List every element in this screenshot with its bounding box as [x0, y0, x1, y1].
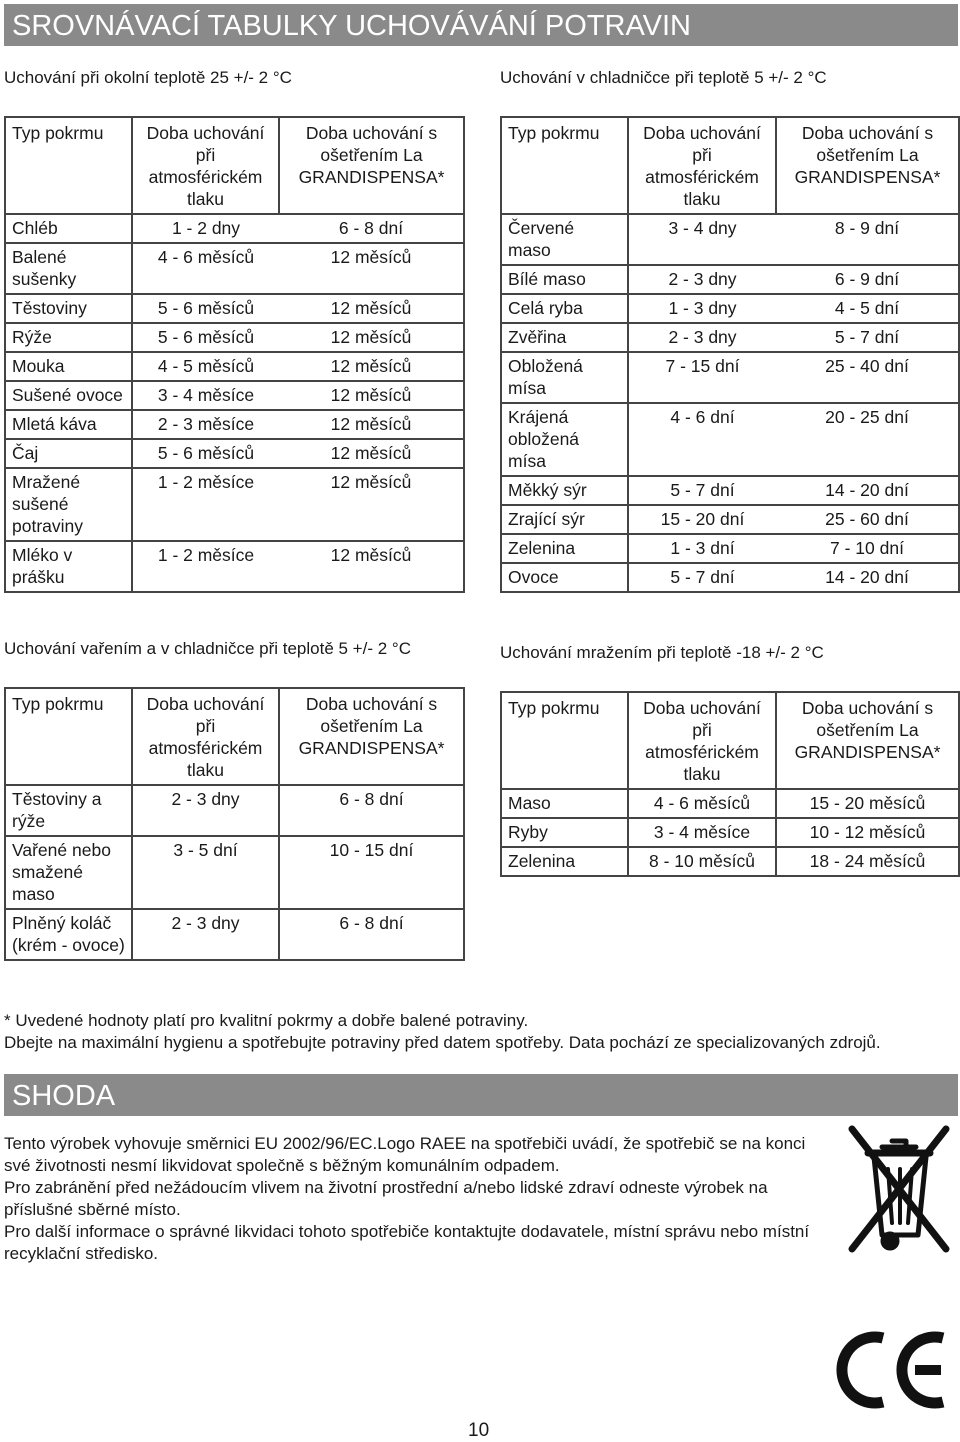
food-type-cell: Celá ryba: [501, 294, 628, 323]
food-type-cell: Zelenina: [501, 847, 628, 876]
atmospheric-duration-cell: 8 - 10 měsíců: [628, 847, 776, 876]
food-type-cell: Těstoviny a rýže: [5, 785, 132, 836]
column-header: Typ pokrmu: [501, 692, 628, 789]
table-row: [501, 818, 959, 847]
atmospheric-duration-cell: 1 - 3 dny: [628, 294, 776, 323]
vacuum-duration-cell: 25 - 40 dní: [776, 352, 959, 403]
food-type-cell: Sušené ovoce: [5, 381, 132, 410]
table-row: [5, 243, 464, 294]
food-type-cell: Červené maso: [501, 214, 628, 265]
vacuum-duration-cell: 18 - 24 měsíců: [776, 847, 959, 876]
table-row: [5, 836, 464, 909]
cooked-storage-table: [4, 687, 465, 961]
page-title: SROVNÁVACÍ TABULKY UCHOVÁVÁNÍ POTRAVIN: [4, 4, 958, 46]
food-type-cell: Těstoviny: [5, 294, 132, 323]
section-title-shoda: SHODA: [4, 1074, 958, 1116]
food-type-cell: Čaj: [5, 439, 132, 468]
vacuum-duration-cell: 20 - 25 dní: [776, 403, 959, 476]
column-header: Doba uchování s ošetřením La GRANDISPENSA*: [776, 117, 959, 214]
vacuum-duration-cell: 14 - 20 dní: [776, 476, 959, 505]
vacuum-duration-cell: 15 - 20 měsíců: [776, 789, 959, 818]
atmospheric-duration-cell: 4 - 5 měsíců: [132, 352, 279, 381]
food-type-cell: Zvěřina: [501, 323, 628, 352]
food-type-cell: Obložená mísa: [501, 352, 628, 403]
atmospheric-duration-cell: 7 - 15 dní: [628, 352, 776, 403]
atmospheric-duration-cell: 4 - 6 měsíců: [628, 789, 776, 818]
footnote: [4, 1010, 959, 1054]
table-row: [501, 403, 959, 476]
vacuum-duration-cell: 6 - 9 dní: [776, 265, 959, 294]
table-row: [501, 789, 959, 818]
cooked-caption: Uchování vařením a v chladničce při teplotě 5 +/- 2 °C: [4, 639, 411, 658]
vacuum-duration-cell: 10 - 15 dní: [279, 836, 464, 909]
atmospheric-duration-cell: 3 - 4 měsíce: [132, 381, 279, 410]
column-header: Doba uchování při atmosférickém tlaku: [628, 692, 776, 789]
column-header: Doba uchování s ošetřením La GRANDISPENSA*: [279, 688, 464, 785]
food-type-cell: Mletá káva: [5, 410, 132, 439]
table-row: [501, 534, 959, 563]
food-type-cell: Bílé maso: [501, 265, 628, 294]
atmospheric-duration-cell: 5 - 6 měsíců: [132, 323, 279, 352]
table-row: [501, 323, 959, 352]
atmospheric-duration-cell: 1 - 2 dny: [132, 214, 279, 243]
vacuum-duration-cell: 12 měsíců: [279, 323, 464, 352]
page-number: 10: [468, 1420, 490, 1441]
food-type-cell: Maso: [501, 789, 628, 818]
food-type-cell: Mléko v prášku: [5, 541, 132, 592]
food-type-cell: Ovoce: [501, 563, 628, 592]
table-header-row: [5, 117, 464, 214]
food-type-cell: Ryby: [501, 818, 628, 847]
table-row: [5, 909, 464, 960]
vacuum-duration-cell: 12 měsíců: [279, 243, 464, 294]
vacuum-duration-cell: 12 měsíců: [279, 541, 464, 592]
shoda-text: [4, 1133, 824, 1265]
atmospheric-duration-cell: 2 - 3 dny: [132, 909, 279, 960]
table-row: [5, 785, 464, 836]
food-type-cell: Chléb: [5, 214, 132, 243]
atmospheric-duration-cell: 4 - 6 měsíců: [132, 243, 279, 294]
vacuum-duration-cell: 8 - 9 dní: [776, 214, 959, 265]
column-header: Doba uchování s ošetřením La GRANDISPENSA*: [279, 117, 464, 214]
table-row: [501, 294, 959, 323]
vacuum-duration-cell: 10 - 12 měsíců: [776, 818, 959, 847]
atmospheric-duration-cell: 2 - 3 dny: [628, 323, 776, 352]
food-type-cell: Rýže: [5, 323, 132, 352]
atmospheric-duration-cell: 5 - 6 měsíců: [132, 294, 279, 323]
table-row: [5, 410, 464, 439]
vacuum-duration-cell: 12 měsíců: [279, 294, 464, 323]
atmospheric-duration-cell: 5 - 7 dní: [628, 476, 776, 505]
atmospheric-duration-cell: 3 - 4 dny: [628, 214, 776, 265]
table-row: [5, 541, 464, 592]
vacuum-duration-cell: 4 - 5 dní: [776, 294, 959, 323]
frozen-storage-table: [500, 691, 960, 877]
food-type-cell: Mražené sušené potraviny: [5, 468, 132, 541]
vacuum-duration-cell: 12 měsíců: [279, 381, 464, 410]
atmospheric-duration-cell: 5 - 7 dní: [628, 563, 776, 592]
ambient-caption: Uchování při okolní teplotě 25 +/- 2 °C: [4, 68, 292, 87]
table-row: [501, 563, 959, 592]
atmospheric-duration-cell: 2 - 3 dny: [628, 265, 776, 294]
column-header: Doba uchování při atmosférickém tlaku: [132, 688, 279, 785]
table-header-row: [501, 692, 959, 789]
table-row: [5, 323, 464, 352]
vacuum-duration-cell: 6 - 8 dní: [279, 214, 464, 243]
food-type-cell: Balené sušenky: [5, 243, 132, 294]
atmospheric-duration-cell: 1 - 2 měsíce: [132, 541, 279, 592]
atmospheric-duration-cell: 4 - 6 dní: [628, 403, 776, 476]
atmospheric-duration-cell: 3 - 4 měsíce: [628, 818, 776, 847]
atmospheric-duration-cell: 2 - 3 měsíce: [132, 410, 279, 439]
vacuum-duration-cell: 5 - 7 dní: [776, 323, 959, 352]
food-type-cell: Měkký sýr: [501, 476, 628, 505]
shoda-paragraph: Tento výrobek vyhovuje směrnici EU 2002/96/EC.Logo RAEE na spotřebiči uvádí, že spotřebič se na konci své životnosti nesmí likvidovat společně s běžným komunálním odpadem.: [4, 1134, 806, 1175]
table-row: [501, 265, 959, 294]
vacuum-duration-cell: 12 měsíců: [279, 468, 464, 541]
table-header-row: [5, 688, 464, 785]
ambient-storage-table: [4, 116, 465, 593]
column-header: Typ pokrmu: [501, 117, 628, 214]
atmospheric-duration-cell: 3 - 5 dní: [132, 836, 279, 909]
fridge-storage-table: [500, 116, 960, 593]
table-row: [5, 352, 464, 381]
column-header: Typ pokrmu: [5, 688, 132, 785]
atmospheric-duration-cell: 5 - 6 měsíců: [132, 439, 279, 468]
fridge-caption: Uchování v chladničce při teplotě 5 +/- 2 °C: [500, 68, 827, 87]
vacuum-duration-cell: 12 měsíců: [279, 410, 464, 439]
atmospheric-duration-cell: 15 - 20 dní: [628, 505, 776, 534]
atmospheric-duration-cell: 1 - 3 dní: [628, 534, 776, 563]
shoda-paragraph: Pro zabránění před nežádoucím vlivem na životní prostřední a/nebo lidské zdraví odneste výrobek na příslušné sběrné místo.: [4, 1178, 768, 1219]
vacuum-duration-cell: 14 - 20 dní: [776, 563, 959, 592]
table-row: [5, 294, 464, 323]
food-type-cell: Zrající sýr: [501, 505, 628, 534]
food-type-cell: Vařené nebo smažené maso: [5, 836, 132, 909]
vacuum-duration-cell: 7 - 10 dní: [776, 534, 959, 563]
shoda-paragraph: Pro další informace o správné likvidaci tohoto spotřebiče kontaktujte dodavatele, místní správu nebo místní recyklační středisko.: [4, 1222, 810, 1263]
table-row: [501, 476, 959, 505]
table-row: [501, 505, 959, 534]
table-row: [5, 439, 464, 468]
vacuum-duration-cell: 25 - 60 dní: [776, 505, 959, 534]
footnote-line: Dbejte na maximální hygienu a spotřebujte potraviny před datem spotřeby. Data pochází ze specializovaných zdrojů.: [4, 1033, 881, 1052]
atmospheric-duration-cell: 2 - 3 dny: [132, 785, 279, 836]
vacuum-duration-cell: 12 měsíců: [279, 439, 464, 468]
column-header: Typ pokrmu: [5, 117, 132, 214]
food-type-cell: Krájená obložená mísa: [501, 403, 628, 476]
table-row: [501, 214, 959, 265]
table-row: [5, 468, 464, 541]
crossed-out-wheelie-bin-icon: [846, 1125, 952, 1255]
column-header: Doba uchování při atmosférickém tlaku: [132, 117, 279, 214]
food-type-cell: Zelenina: [501, 534, 628, 563]
table-row: [5, 214, 464, 243]
vacuum-duration-cell: 6 - 8 dní: [279, 785, 464, 836]
ce-mark-icon: [833, 1328, 953, 1412]
footnote-line: * Uvedené hodnoty platí pro kvalitní pokrmy a dobře balené potraviny.: [4, 1011, 529, 1030]
vacuum-duration-cell: 6 - 8 dní: [279, 909, 464, 960]
frozen-caption: Uchování mražením při teplotě -18 +/- 2 °C: [500, 643, 824, 662]
food-type-cell: Mouka: [5, 352, 132, 381]
column-header: Doba uchování s ošetřením La GRANDISPENSA*: [776, 692, 959, 789]
food-type-cell: Plněný koláč (krém - ovoce): [5, 909, 132, 960]
table-row: [501, 352, 959, 403]
vacuum-duration-cell: 12 měsíců: [279, 352, 464, 381]
table-row: [5, 381, 464, 410]
table-header-row: [501, 117, 959, 214]
atmospheric-duration-cell: 1 - 2 měsíce: [132, 468, 279, 541]
column-header: Doba uchování při atmosférickém tlaku: [628, 117, 776, 214]
table-row: [501, 847, 959, 876]
